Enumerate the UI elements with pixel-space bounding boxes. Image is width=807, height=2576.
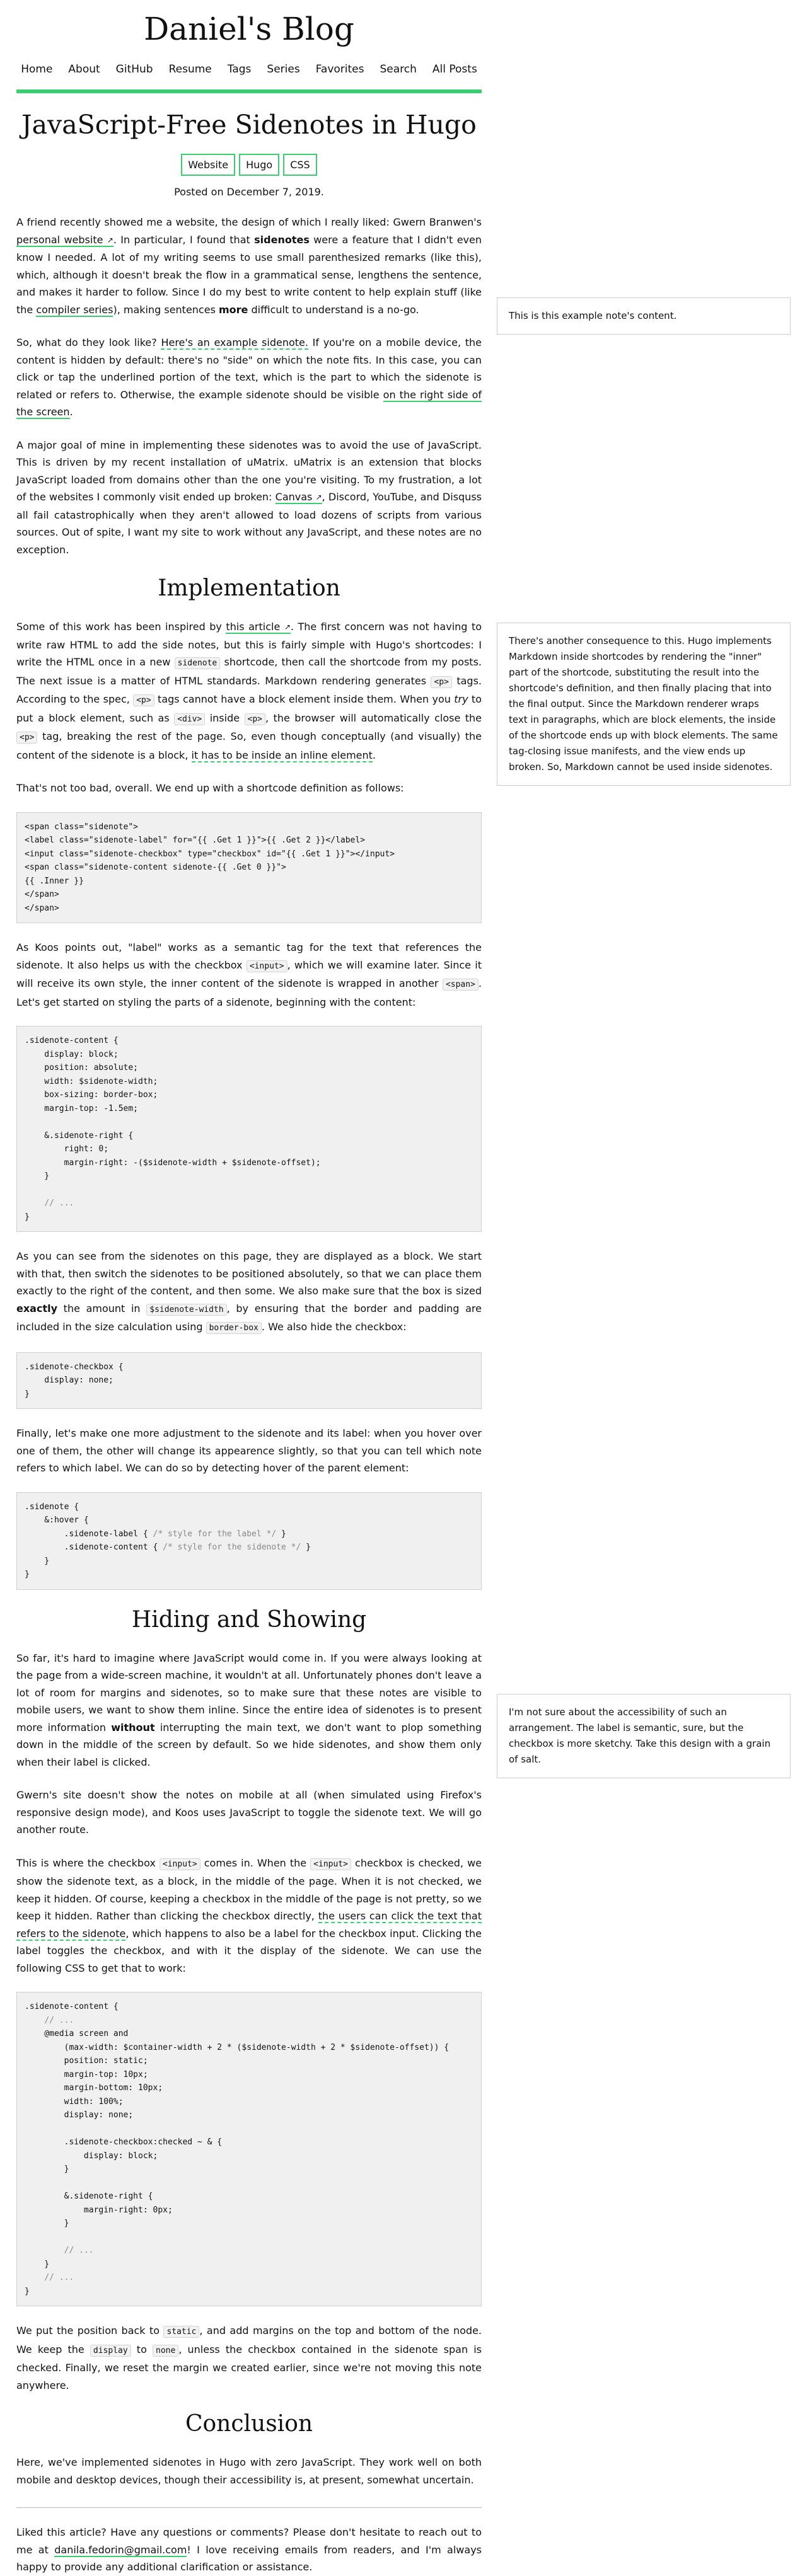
external-link-icon: ↗ [315, 493, 322, 502]
paragraph-overall: That's not too bad, overall. We end up with a shortcode definition as follows: [16, 782, 404, 794]
nav-all-posts[interactable]: All Posts [432, 63, 477, 76]
paragraph-hover: Finally, let's make one more adjustment to the sidenote and its label: when you hover over one of them, the other will change its appearence slightly, so that you can tell which note refers to which label. We can do so by detecting hover of the parent element: [16, 1427, 482, 1474]
paragraph-koos: As Koos points out, "label" works as a semantic tag for the text that references the sidenote. It also helps us with the checkbox <input> , which we will examine later. Since it will receive its own style, the inner content of the sidenote is wrapped in another <span> . Let's get started on styling the parts of a sidenote, beginning with the content: [16, 941, 482, 1008]
sidenote-label-inline[interactable]: it has to be inside an inline element [191, 749, 373, 761]
this-article-link[interactable]: this article ↗ [226, 621, 291, 633]
nav-tags[interactable]: Tags [227, 63, 252, 76]
nav-search[interactable]: Search [380, 63, 417, 76]
nav-resume[interactable]: Resume [168, 63, 212, 76]
tag-list [16, 154, 482, 176]
heading-implementation: Implementation [158, 575, 340, 601]
sidenote-accessibility: I'm not sure about the accessibility of such an arrangement. The label is semantic, sure, but the checkbox is more sketchy. Take this design with a grain of salt. [497, 1694, 791, 1778]
paragraph-static: We put the position back to static , and add margins on the top and bottom of the node. We keep the display to none , unless the checkbox contained in the sidenote span is checked. Finally, we reset the margin we created earlier, since we're not moving this note anywhere. [16, 2325, 482, 2391]
code-block-hover: .sidenote { &:hover { .sidenote-label { /* style for the label */ } .sidenote-content { /* style for the sidenote */ } } } [16, 1492, 482, 1590]
canvas-link[interactable]: Canvas ↗ [275, 491, 322, 503]
paragraph-checkbox: This is where the checkbox <input> comes in. When the <input> checkbox is checked, we show the sidenote text, as a block, in the middle of the page. When it is not checked, we keep it hidden. Of course, keeping a checkbox in the middle of the page is not pretty, so we keep it hidden. Rather than clicking the checkbox directly, the users can click the text that refers to the sidenote, which happens to also be a label for the checkbox input. Clicking the label toggles the checkbox, and with it the display of the sidenote. We can use the following CSS to get that to work: [16, 1856, 482, 1974]
right-side-link[interactable]: on the right side of the screen [16, 388, 482, 418]
heading-hiding-showing: Hiding and Showing [131, 1606, 367, 1633]
main-column [16, 0, 482, 2576]
paragraph-intro: A friend recently showed me a website, the design of which I really liked: Gwern Branwen's personal website ↗. In particular, I found that sidenotes were a feature that I didn't even know I needed. A lot of my writing seems to use small parenthesized remarks (like this), which, although it doesn't break the flow in a grammatical sense, lengthens the sentence, and makes it harder to follow. Since I do my best to write content to help explain stuff (like the compiler series), making sentences more difficult to understand is a no-go. [16, 216, 482, 316]
paragraph-conclusion: Here, we've implemented sidenotes in Hugo with zero JavaScript. They work well on both mobile and desktop devices, though their accessibility is, at present, somewhat uncertain. [16, 2456, 482, 2486]
code-block-checkbox: .sidenote-checkbox { display: none; } [16, 1352, 482, 1410]
external-link-icon: ↗ [107, 235, 113, 244]
post-date: Posted on December 7, 2019. [174, 186, 324, 198]
footer-contact: Liked this article? Have any questions or comments? Please don't hesitate to reach out to me at danila.fedorin@gmail.com! I love receiving emails from readers, and I'm always happy to provide any additional clarification or assistance. [16, 2526, 482, 2573]
sidenote-example: This is this example note's content. [497, 297, 791, 335]
sidenote-markdown: There's another consequence to this. Hugo implements Markdown inside shortcodes by rendering the "inner" part of the shortcode, substituting the result into the shortcode's definition, and then finally placing that into the final output. Since the Markdown renderer wraps text in paragraphs, which are block elements, the inside of the shortcode ends up with block elements. The same tag-closing issue manifests, and the view ends up broken. So, Markdown cannot be used inside sidenotes. [497, 623, 791, 786]
footer-divider [16, 2507, 482, 2508]
gwern-link[interactable]: personal website ↗ [16, 233, 113, 246]
heading-conclusion: Conclusion [185, 2411, 313, 2437]
email-link[interactable]: danila.fedorin@gmail.com [54, 2543, 187, 2556]
paragraph-goal: A major goal of mine in implementing these sidenotes was to avoid the use of JavaScript. This is driven by my recent installation of uMatrix. uMatrix is an extension that blocks JavaScript loaded from domains other than the one you're visiting. To my frustration, a lot of the websites I commonly visit ended up broken: Canvas ↗, Discord, YouTube, and Disquss all fail catastrophically when they aren't allowed to load dozens of scripts from various sources. Out of spite, I want my site to work without any JavaScript, and these notes are no exception. [16, 439, 482, 556]
site-title[interactable]: Daniel's Blog [144, 11, 354, 47]
tag-website[interactable]: Website [181, 154, 235, 176]
paragraph-mobile: So far, it's hard to imagine where JavaScript would come in. If you were always looking at the page from a wide-screen machine, it wouldn't at all. Unfortunately phones don't leave a lot of room for margins and sidenotes, so to make sure that these notes are visible to mobile users, we want to show them inline. Since the entire idea of sidenotes is to present more information without interrupting the main text, we don't want to plop something down in the middle of the screen by default. So we hide sidenotes, and show them only when their label is clicked. [16, 1652, 482, 1768]
nav-github[interactable]: GitHub [115, 63, 153, 76]
code-block-shortcode: <span class="sidenote"> <label class="sidenote-label" for="{{ .Get 1 }}">{{ .Get 2 }}</label> <input class="sidenote-checkbox" type="checkbox" id="{{ .Get 1 }}"></input> <span class="sidenote-content sidenote-{{ .Get 0 }}"> {{ .Inner }} </span> </span> [16, 812, 482, 924]
header-divider [16, 89, 482, 93]
sidenote-label-accessibility[interactable]: the users can click the text that refers to the sidenote [16, 1910, 482, 1940]
tag-hugo[interactable]: Hugo [239, 154, 279, 176]
sidenote-label-example[interactable]: Here's an example sidenote. [161, 336, 308, 348]
paragraph-positioning: As you can see from the sidenotes on this page, they are displayed as a block. We start with that, then switch the sidenotes to be positioned absolutely, so that we can place them exactly to the right of the content, and then some. We also make sure that the box is sized exactly the amount in $sidenote-width , by ensuring that the border and padding are included in the size calculation using border-box . We also hide the checkbox: [16, 1250, 482, 1333]
nav-about[interactable]: About [68, 63, 100, 76]
paragraph-look: So, what do they look like? Here's an example sidenote. If you're on a mobile device, the content is hidden by default: there's no "side" on which the note fits. In this case, you can click or tap the underlined portion of the text, which is the part to which the sidenote is related or refers to. Otherwise, the example sidenote should be visible on the right side of the screen. [16, 336, 482, 418]
nav-home[interactable]: Home [21, 63, 53, 76]
post-title: JavaScript-Free Sidenotes in Hugo [21, 110, 477, 140]
nav-favorites[interactable]: Favorites [315, 63, 364, 76]
external-link-icon: ↗ [284, 623, 291, 631]
nav-series[interactable]: Series [267, 63, 300, 76]
code-block-media-query: .sidenote-content { // ... @media screen and (max-width: $container-width + 2 * ($sidenote-width + 2 * $sidenote-offset)) { position: static; margin-top: 10px; margin-bottom: 10px; width: 100%; display: none; .sidenote-checkbox:checked ~ & { display: block; } &.sidenote-right { margin-right: 0px; } // ... } // ... } [16, 1992, 482, 2306]
code-block-content-style: .sidenote-content { display: block; position: absolute; width: $sidenote-width; box-sizing: border-box; margin-top: -1.5em; &.sidenote-right { right: 0; margin-right: -($sidenote-width + $sidenote-offset); } // ... } [16, 1026, 482, 1232]
paragraph-gwern-mobile: Gwern's site doesn't show the notes on mobile at all (when simulated using Firefox's responsive design mode), and Koos uses JavaScript to toggle the sidenote text. We will go another route. [16, 1789, 482, 1836]
paragraph-inspired: Some of this work has been inspired by this article ↗. The first concern was not having to write raw HTML to add the side notes, but this is fairly simple with Hugo's shortcodes: I write the HTML once in a new sidenote shortcode, then call the shortcode from my posts. The next issue is a matter of HTML standards. Markdown rendering generates <p> tags. According to the spec, <p> tags cannot have a block element inside them. When you try to put a block element, such as <div> inside <p> , the browser will automatically close the <p> tag, breaking the rest of the page. So, even though conceptually (and visually) the content of the sidenote is a block, it has to be inside an inline element. [16, 621, 482, 761]
tag-css[interactable]: CSS [283, 154, 316, 176]
site-nav [16, 63, 482, 76]
compiler-series-link[interactable]: compiler series [36, 303, 113, 316]
